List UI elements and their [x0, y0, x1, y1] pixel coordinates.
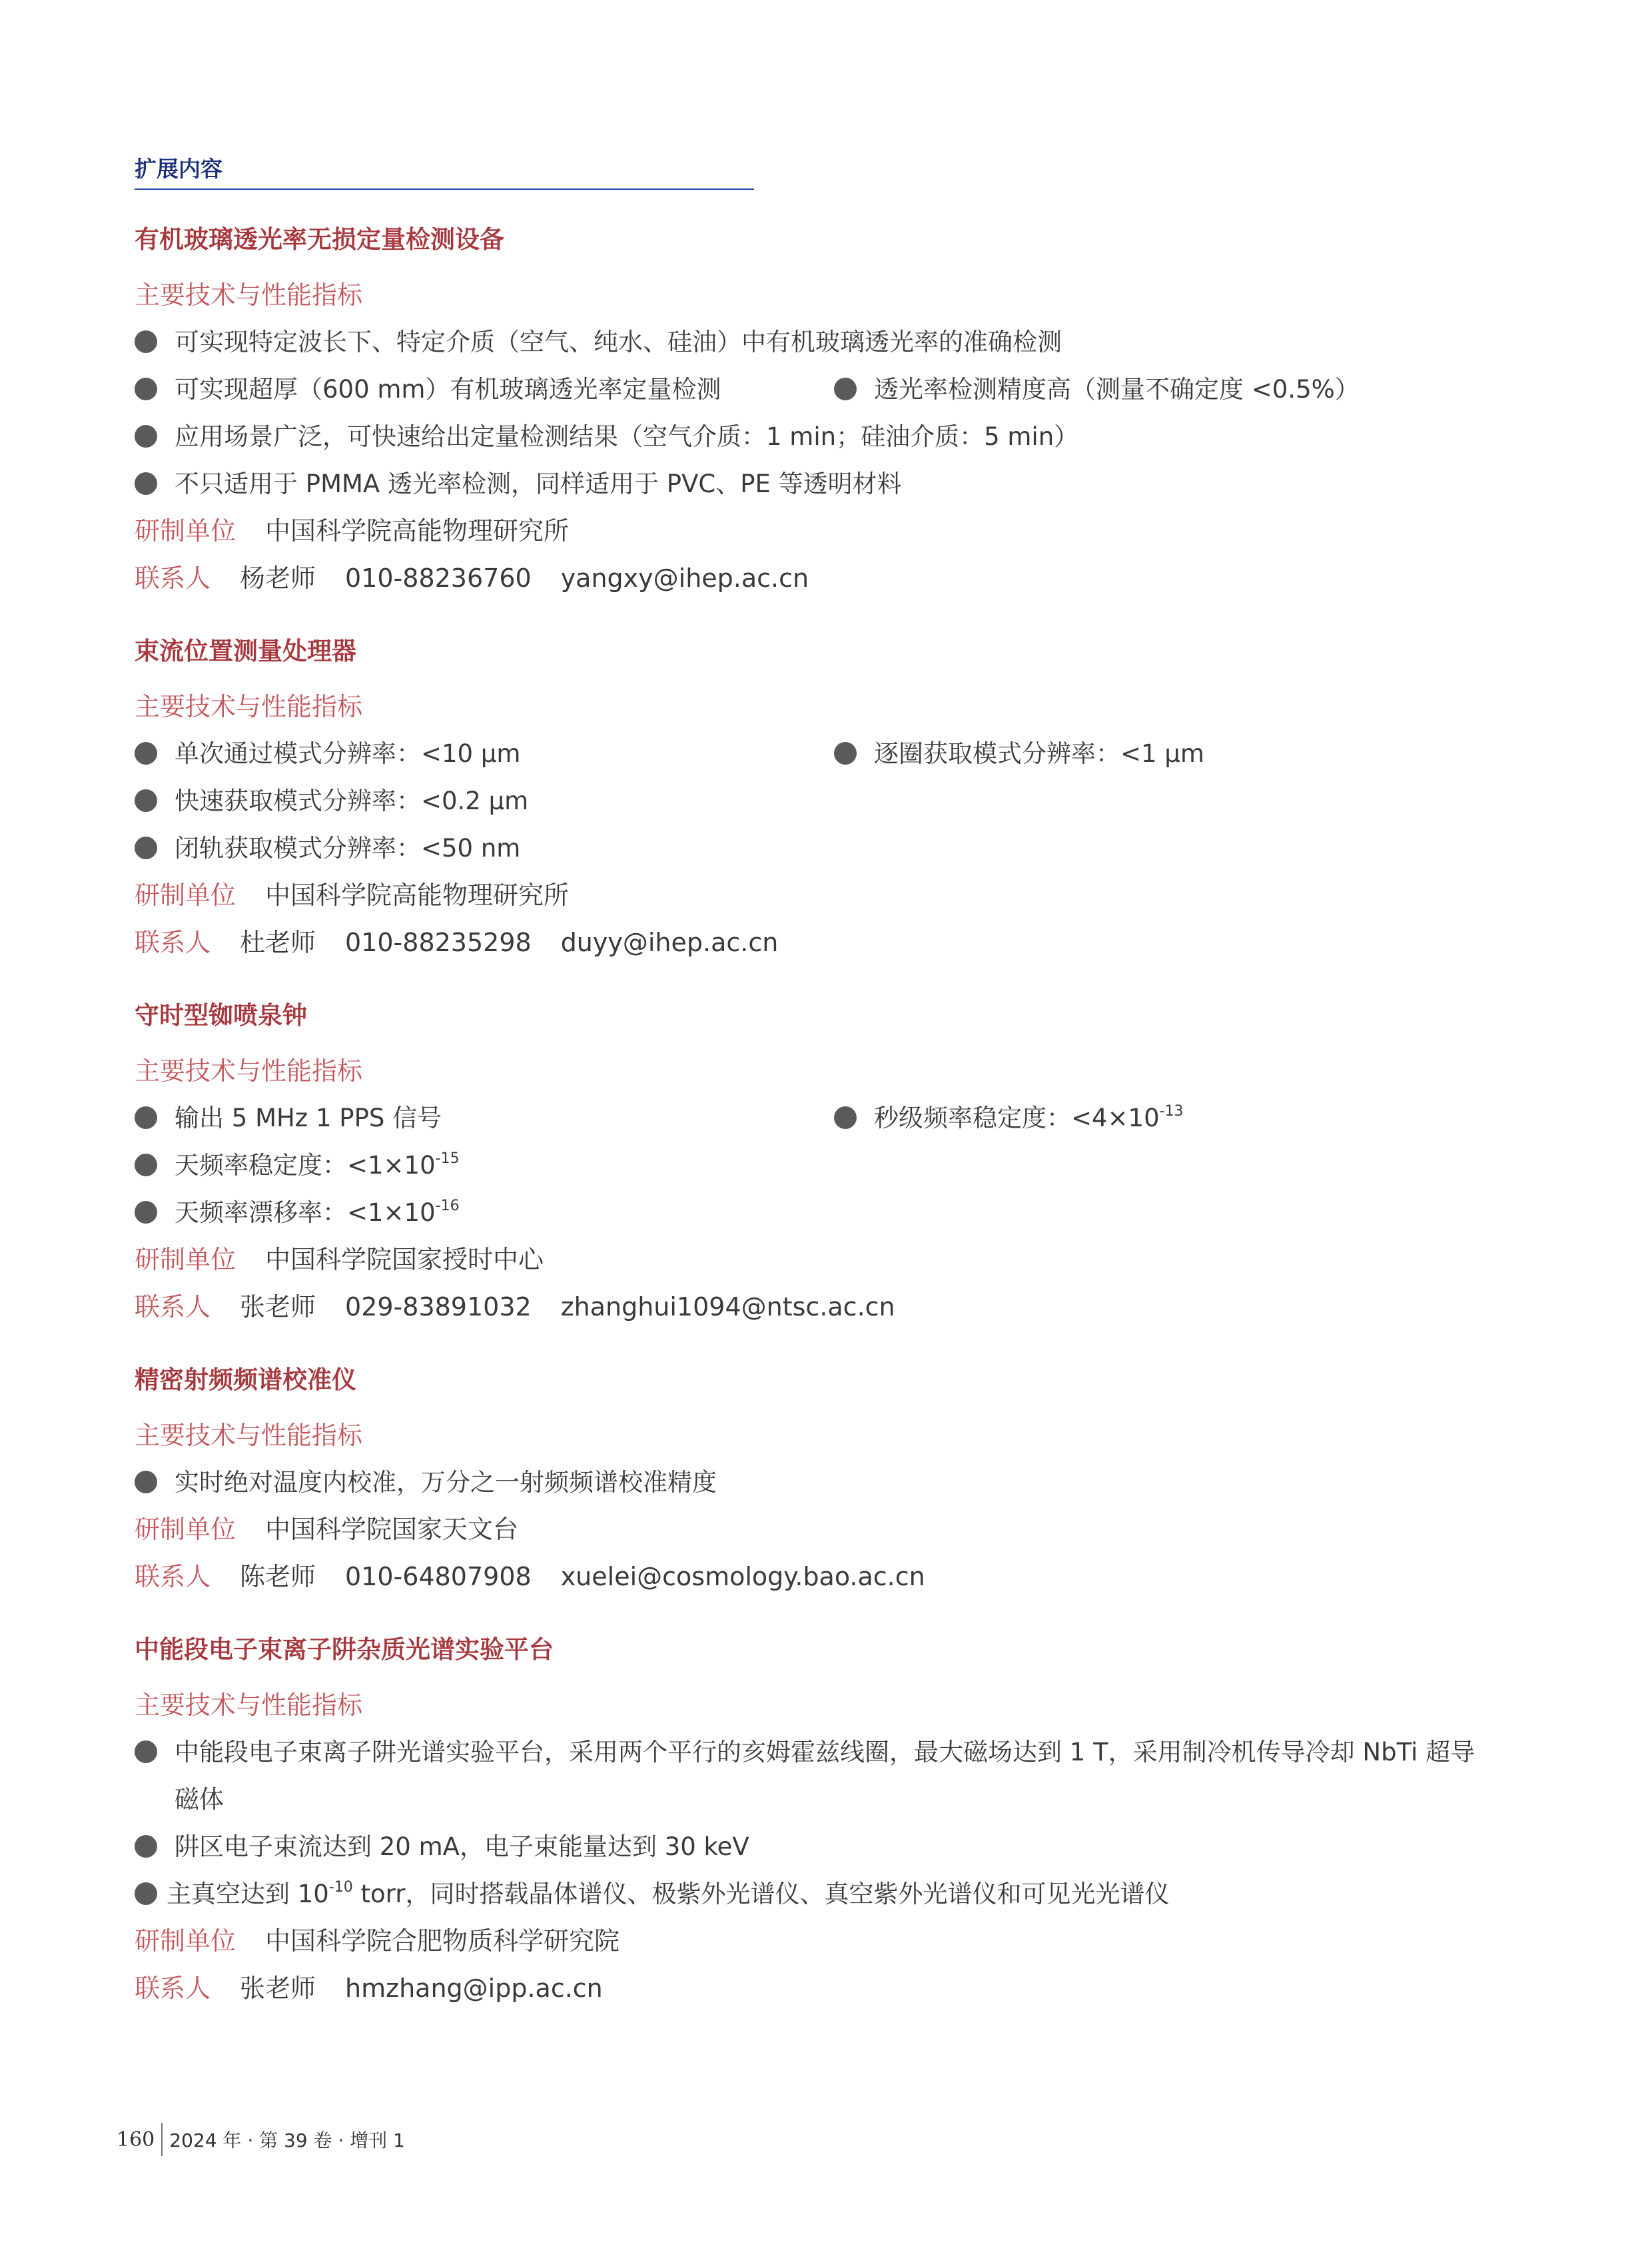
product-entry: [135, 1360, 1533, 1601]
product-title: 精密射频频谱校准仪: [135, 1365, 356, 1394]
contact-label: 联系人: [135, 928, 211, 957]
bullet-icon: [135, 472, 157, 495]
spec-item: 输出 5 MHz 1 PPS 信号: [135, 1094, 834, 1142]
contact-email: zhanghui1094@ntsc.ac.cn: [560, 1292, 895, 1321]
developer-label: 研制单位: [135, 516, 236, 546]
developer-name: 中国科学院高能物理研究所: [265, 516, 570, 546]
contact-line: [135, 1553, 1533, 1601]
spec-item: 实时绝对温度内校准，万分之一射频频谱校准精度: [135, 1459, 1493, 1506]
bullet-icon: [834, 742, 857, 765]
contact-label: 联系人: [135, 563, 211, 593]
developer-line: [135, 1236, 1533, 1284]
developer-label: 研制单位: [135, 1245, 236, 1274]
contact-phone: 010-88236760: [345, 563, 532, 593]
bullet-icon: [135, 742, 157, 765]
bullet-icon: [135, 789, 157, 812]
spec-item: 主真空达到 $10^{-10}$ torr，同时搭载晶体谱仪、极紫外光谱仪、真空紫外光谱仪和可见光光谱仪: [135, 1870, 1493, 1918]
product-title: 中能段电子束离子阱杂质光谱实验平台: [135, 1635, 554, 1664]
exponent: -16: [435, 1198, 460, 1214]
contact-phone: 010-64807908: [345, 1562, 532, 1591]
indicators-heading: 主要技术与性能指标: [135, 692, 363, 721]
bullet-icon: [135, 1106, 157, 1129]
bullet-icon: [135, 1882, 157, 1905]
contact-phone: 010-88235298: [345, 928, 532, 957]
bullet-icon: [135, 1154, 157, 1176]
developer-label: 研制单位: [135, 1515, 236, 1544]
spec-item: 逐圈获取模式分辨率：<1 μm: [834, 730, 1204, 777]
spec-item: 闭轨获取模式分辨率：<50 nm: [135, 825, 1493, 872]
contact-email: duyy@ihep.ac.cn: [560, 928, 779, 957]
contact-line: [135, 919, 1533, 966]
product-entry: [135, 631, 1533, 966]
bullet-icon: [834, 1106, 857, 1129]
contact-email: xuelei@cosmology.bao.ac.cn: [560, 1562, 925, 1591]
spec-item: 可实现超厚（600 mm）有机玻璃透光率定量检测: [135, 366, 834, 413]
footer-divider: [161, 2123, 163, 2156]
exponent: -13: [1159, 1103, 1184, 1120]
bullet-icon: [135, 1201, 157, 1224]
spec-item: 透光率检测精度高（测量不确定度 <0.5%）: [834, 366, 1360, 413]
indicators-heading: 主要技术与性能指标: [135, 1421, 363, 1450]
spec-item: 可实现特定波长下、特定介质（空气、纯水、硅油）中有机玻璃透光率的准确检测: [135, 318, 1493, 366]
bullet-icon: [135, 425, 157, 448]
contact-name: 陈老师: [240, 1562, 316, 1591]
developer-line: [135, 872, 1533, 919]
contact-email: yangxy@ihep.ac.cn: [560, 563, 809, 593]
contact-line: [135, 1284, 1533, 1331]
spec-item: 应用场景广泛，可快速给出定量检测结果（空气介质：1 min；硅油介质：5 min）: [135, 413, 1493, 460]
contact-label: 联系人: [135, 1292, 211, 1321]
developer-line: [135, 1918, 1533, 1965]
indicators-heading: 主要技术与性能指标: [135, 1056, 363, 1086]
developer-label: 研制单位: [135, 1926, 236, 1956]
contact-label: 联系人: [135, 1562, 211, 1591]
bullet-icon: [135, 1740, 157, 1763]
bullet-icon: [135, 1835, 157, 1858]
section-divider: [135, 188, 754, 190]
spec-item: 不只适用于 PMMA 透光率检测，同样适用于 PVC、PE 等透明材料: [135, 460, 1493, 508]
bullet-icon: [135, 330, 157, 353]
spec-item: 单次通过模式分辨率：<10 μm: [135, 730, 834, 777]
product-entry: [135, 1630, 1533, 2012]
bullet-icon: [135, 837, 157, 859]
section-header: 扩展内容: [135, 156, 222, 182]
developer-line: [135, 1506, 1533, 1553]
spec-item: 天频率漂移率：$<1\times 10^{-16}$: [135, 1189, 1493, 1236]
developer-name: 中国科学院合肥物质科学研究院: [265, 1926, 620, 1956]
product-entry: [135, 220, 1533, 602]
developer-line: [135, 508, 1533, 555]
spec-item: 秒级频率稳定度：$<4\times 10^{-13}$: [834, 1094, 1184, 1142]
indicators-heading: 主要技术与性能指标: [135, 1690, 363, 1720]
product-title: 守时型铷喷泉钟: [135, 1001, 307, 1030]
contact-name: 张老师: [240, 1974, 316, 2003]
indicators-heading: 主要技术与性能指标: [135, 280, 363, 310]
contact-line: [135, 1965, 1533, 2012]
spec-item: 中能段电子束离子阱光谱实验平台，采用两个平行的亥姆霍兹线圈，最大磁场达到 1 T，采用制冷机传导冷却 NbTi 超导磁体: [135, 1728, 1493, 1823]
developer-name: 中国科学院国家天文台: [265, 1515, 519, 1544]
contact-email: hmzhang@ipp.ac.cn: [345, 1974, 603, 2003]
page-footer: [117, 2125, 405, 2154]
spec-item: 快速获取模式分辨率：<0.2 μm: [135, 777, 1493, 825]
product-entry: [135, 996, 1533, 1331]
contact-phone: 029-83891032: [345, 1292, 532, 1321]
bullet-icon: [834, 378, 857, 400]
product-title: 有机玻璃透光率无损定量检测设备: [135, 225, 504, 254]
developer-name: 中国科学院国家授时中心: [265, 1245, 544, 1274]
product-title: 束流位置测量处理器: [135, 637, 356, 665]
bullet-icon: [135, 1471, 157, 1493]
content: [135, 220, 1533, 2042]
contact-name: 杨老师: [240, 563, 316, 593]
contact-name: 杜老师: [240, 928, 316, 957]
developer-label: 研制单位: [135, 881, 236, 910]
contact-label: 联系人: [135, 1974, 211, 2003]
page-number: 160: [117, 2127, 155, 2151]
contact-name: 张老师: [240, 1292, 316, 1321]
exponent: -15: [435, 1150, 460, 1167]
issue-info: 2024 年 · 第 39 卷 · 增刊 1: [169, 2129, 405, 2151]
developer-name: 中国科学院高能物理研究所: [265, 881, 570, 910]
spec-item: 阱区电子束流达到 20 mA，电子束能量达到 30 keV: [135, 1823, 1493, 1870]
contact-line: [135, 555, 1533, 602]
exponent: -10: [328, 1879, 353, 1896]
bullet-icon: [135, 378, 157, 400]
spec-item: 天频率稳定度：$<1\times 10^{-15}$: [135, 1142, 1493, 1189]
